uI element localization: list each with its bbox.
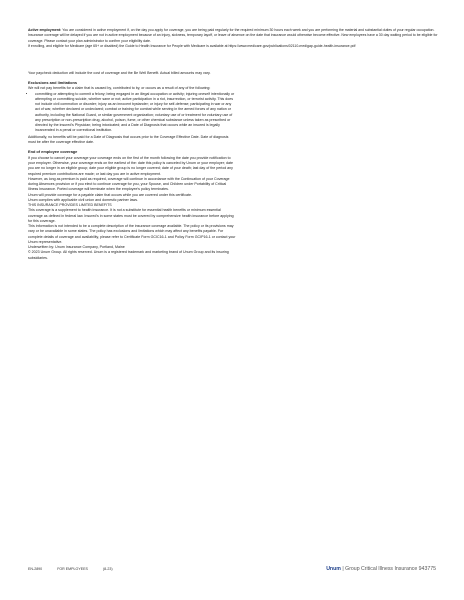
exclusions-additionally: Additionally, no benefits will be paid for a Date of Diagnosis that occurs prior to the Coverage Effective Date. Date of diagnosis must be after the coverage effective date. — [28, 135, 229, 145]
audience-label: FOR EMPLOYEES — [57, 567, 88, 571]
footer-separator: | — [342, 566, 344, 572]
exclusions-intro: We will not pay benefits for a claim that is caused by, contributed to by, or occurs as a result of any of the following: — [28, 86, 211, 91]
coverage-payable-note: Unum will provide coverage for a payable claim that occurs while you are covered under this certificate. — [28, 192, 192, 197]
revision-date: (8-23) — [102, 567, 113, 571]
active-employment-text: You are considered in active employment if, on the day you apply for coverage, you are being paid regularly for the required minimum 30 hours each week and you are performing the material and substantial duties of your regular occupation. Insurance coverage will be delayed if you are not in active employment because of an injury, sickness, temporary layoff, or leave of absence on the date that insurance would otherwise become effective. New employees have a 30 day waiting period to be eligible for coverage. Please contact your plan administrator to confirm your eligibility date. — [28, 28, 438, 43]
limited-benefits-note: THIS INSURANCE PROVIDES LIMITED BENEFITS — [28, 203, 112, 208]
footer-right — [326, 565, 436, 573]
copyright-note: © 2023 Unum Group. All rights reserved. Unum is a registered trademark and marketing brand of Unum Group and its insuring subsidiaries. — [28, 250, 229, 260]
exclusions-heading: Exclusions and limitations — [28, 79, 78, 85]
underwritten-note: Underwritten by: Unum Insurance Company, Portland, Maine — [28, 245, 125, 250]
end-of-coverage-text: If you choose to cancel your coverage your coverage ends on the first of the month following the date you provide notification to your employer. Otherwise, your coverage ends on the earliest of the: date this policy is canceled by Unum or your employer; date you are no longer in an eligible group; date your eligible group is no longer covered; date of your death; last day of the period any required premium contributions are made; or last day you are in active employment. — [28, 155, 233, 176]
supplement-note: This coverage is a supplement to health insurance. It is not a substitute for essential health benefits or minimum essential coverage as defined in federal law. Insured's in some states must be covered by comprehensive health insurance before applying for this coverage. — [28, 208, 234, 223]
civil-union-note: Unum complies with applicable civil union and domestic partner laws. — [28, 197, 139, 202]
end-of-coverage-however: However, as long as premium is paid as required, coverage will continue in accordance with the Continuation of your Coverage during Absences provision or if you elect to continue coverage for you, your Spouse, and Children under Portability of Critical Illness Insurance. Ported coverage will terminate when the employee's policy terminates. — [28, 176, 230, 192]
exclusions-list — [28, 92, 236, 134]
form-code: EN-2890 — [28, 567, 43, 571]
main-column — [28, 71, 236, 261]
product-name: Group Critical Illness Insurance 943775 — [345, 566, 436, 572]
active-employment-block — [28, 28, 438, 50]
medicare-note: If enrolling, and eligible for Medicare (age 65+ or disabled) the Guide to Health Insurance for People with Medicare is available at https://www.medicare.gov/publications/02110-medigap-guide-health-insurance.pdf — [28, 44, 356, 49]
page-footer — [28, 565, 436, 573]
summary-note: This information is not intended to be a complete description of the insurance coverage available. The policy or its provisions may vary or be unavailable in some states. The policy has exclusions and limitations which may affect any benefits payable. For complete details of coverage and availability, please refer to Certificate Form GCIC16-1 and Policy Form GCIP16-1 or contact your Unum representative. — [28, 224, 236, 244]
active-employment-label: Active employment: — [28, 28, 62, 32]
brand-name: Unum — [326, 566, 341, 572]
end-of-coverage-heading: End of employee coverage — [28, 149, 78, 155]
exclusions-bullet: • committing or attempting to commit a felony; being engaged in an illegal occupation or activity; injuring oneself intentionally or attempting or committing suicide, whether sane or not; active participation in a riot, insurrection, or terrorist activity. This does not include civil commotion or disorder; injury as an innocent bystander; or injury for self-defense; participating in war or any act of war, whether declared or undeclared; combat or training for combat while serving in the armed forces of any nation or authority, including the National Guard, or similar government organization; voluntary use of or treatment for voluntary use of any prescription or non-prescription drug, alcohol, poison, fume, or other chemical substance unless taken as prescribed or directed by the insured's Physician; being intoxicated; and a Date of Diagnosis that occurs while an insured is legally incarcerated in a penal or correctional institution. — [35, 92, 236, 134]
paycheck-note: Your paycheck deduction will include the cost of coverage and the Be Well Benefit. Actual billed amounts may vary. — [28, 71, 211, 75]
